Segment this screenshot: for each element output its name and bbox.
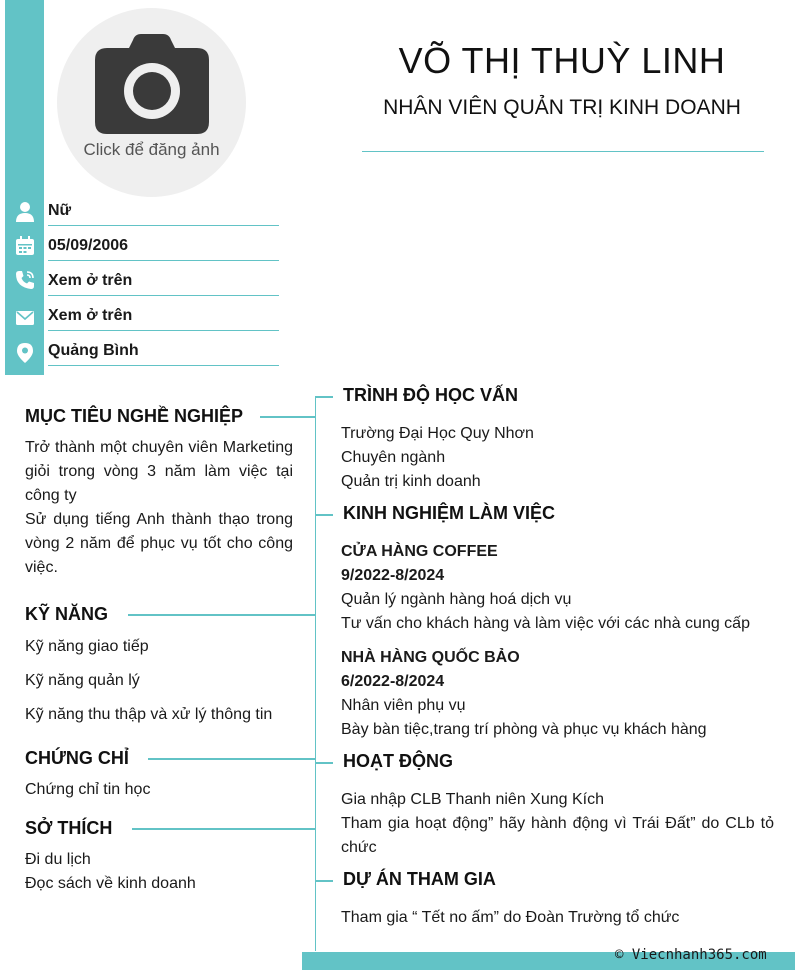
phone-icon: [12, 267, 38, 293]
certificates-title: CHỨNG CHỈ: [25, 748, 129, 768]
email-icon: [12, 305, 38, 331]
job-detail: Bày bàn tiệc,trang trí phòng và phục vụ khách hàng: [341, 721, 707, 738]
hobby-item: Đọc sách về kinh doanh: [25, 875, 196, 892]
job-detail: Tư vấn cho khách hàng và làm việc với các nhà cung cấp: [341, 615, 750, 632]
calendar-icon: [12, 233, 38, 259]
photo-caption: Click để đăng ảnh: [83, 140, 220, 159]
connector-experience: [315, 514, 333, 516]
experience-title: KINH NGHIỆM LÀM VIỆC: [343, 503, 556, 523]
objective-text-1: Trở thành một chuyên viên Marketing giỏi trong vòng 3 năm làm việc tại công ty: [25, 439, 293, 504]
candidate-position: NHÂN VIÊN QUẢN TRỊ KINH DOANH: [383, 96, 741, 119]
objective-title: MỤC TIÊU NGHỀ NGHIỆP: [25, 406, 244, 426]
education-major-label: Chuyên ngành: [341, 449, 446, 466]
timeline-line: [315, 396, 316, 951]
job-period: 9/2022-8/2024: [341, 567, 445, 584]
job-company: CỬA HÀNG COFFEE: [341, 543, 498, 560]
job-company: NHÀ HÀNG QUỐC BẢO: [341, 649, 520, 666]
connector-education: [315, 396, 333, 398]
job-detail: Quản lý ngành hàng hoá dịch vụ: [341, 591, 572, 608]
gender-field: Nữ: [48, 198, 279, 226]
certificate-item: Chứng chỉ tin học: [25, 781, 151, 798]
title-divider: [362, 151, 764, 152]
location-pin-icon: [12, 340, 38, 366]
job-period: 6/2022-8/2024: [341, 673, 445, 690]
connector-skills: [128, 614, 315, 616]
activities-title: HOẠT ĐỘNG: [343, 751, 453, 771]
camera-icon: [95, 34, 209, 134]
connector-activities: [315, 762, 333, 764]
projects-title: DỰ ÁN THAM GIA: [343, 869, 496, 889]
photo-upload[interactable]: [57, 8, 246, 197]
activity-item: Gia nhập CLB Thanh niên Xung Kích: [341, 791, 604, 808]
education-title: TRÌNH ĐỘ HỌC VẤN: [343, 385, 518, 405]
skills-title: KỸ NĂNG: [25, 604, 109, 624]
connector-objective: [260, 416, 315, 418]
education-school: Trường Đại Học Quy Nhơn: [341, 425, 534, 442]
phone-field: Xem ở trên: [48, 268, 279, 296]
connector-certificates: [148, 758, 315, 760]
footer-watermark: © Viecnhanh365.com: [615, 947, 767, 963]
job-detail: Nhân viên phụ vụ: [341, 697, 466, 714]
hobbies-title: SỞ THÍCH: [25, 818, 113, 838]
candidate-name: VÕ THỊ THUỲ LINH: [398, 40, 726, 81]
objective-text-2: Sử dụng tiếng Anh thành thạo trong vòng 2 năm để phục vụ tốt cho công việc.: [25, 511, 293, 576]
activity-item: Tham gia hoạt động” hãy hành động vì Trái Đất” do CLb tỏ chức: [341, 815, 774, 856]
hobby-item: Đi du lịch: [25, 851, 91, 868]
person-icon: [12, 199, 38, 225]
skill-item: Kỹ năng giao tiếp: [25, 638, 149, 655]
connector-projects: [315, 880, 333, 882]
skill-item: Kỹ năng quản lý: [25, 672, 140, 689]
address-field: Quảng Bình: [48, 338, 279, 366]
skill-item: Kỹ năng thu thập và xử lý thông tin: [25, 706, 273, 723]
project-item: Tham gia “ Tết no ấm” do Đoàn Trường tổ chức: [341, 909, 680, 926]
connector-hobbies: [132, 828, 315, 830]
email-field: Xem ở trên: [48, 303, 279, 331]
dob-field: 05/09/2006: [48, 233, 279, 261]
education-major: Quản trị kinh doanh: [341, 473, 481, 490]
